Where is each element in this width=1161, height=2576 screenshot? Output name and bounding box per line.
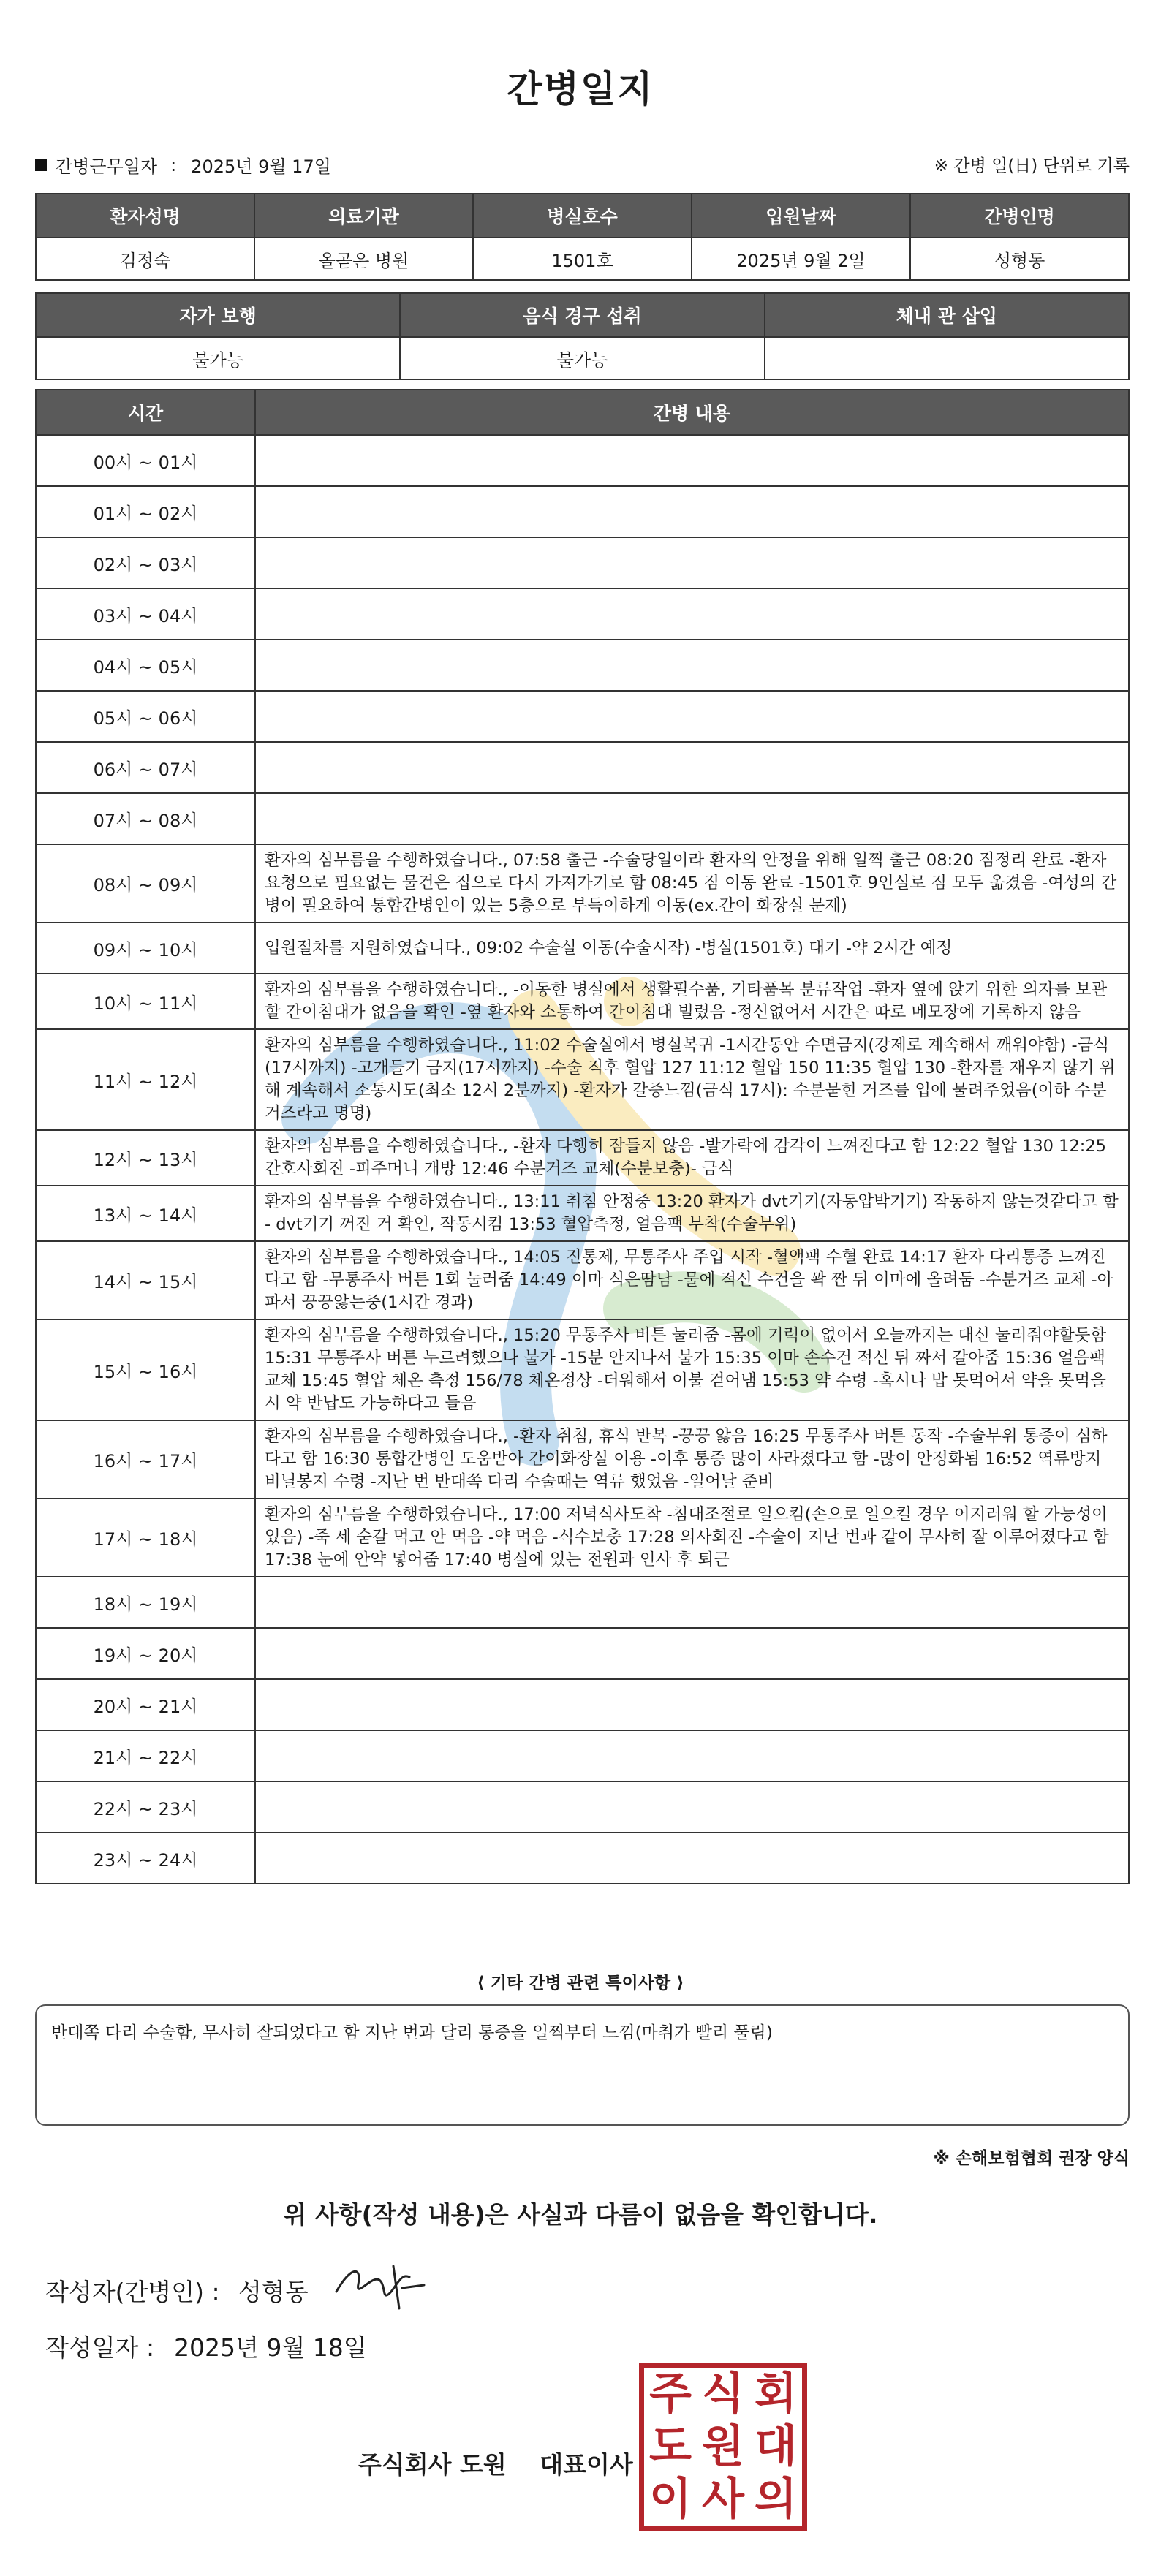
log-time-cell: 15시 ~ 16시	[36, 1319, 255, 1420]
log-time-cell: 03시 ~ 04시	[36, 588, 255, 640]
header-self-walking: 자가 보행	[36, 293, 400, 337]
log-time-cell: 21시 ~ 22시	[36, 1730, 255, 1781]
log-time-cell: 12시 ~ 13시	[36, 1130, 255, 1186]
seal-char: 회	[755, 2368, 797, 2420]
log-content-cell: 환자의 심부름을 수행하였습니다., -환자 다행히 잠들지 않음 -발가락에 감각이 느껴진다고 함 12:22 혈압 130 12:25 간호사회진 -피주머니 개방 12:46 수분거즈 교체(수분보충)- 금식	[255, 1130, 1129, 1186]
header-hospital: 의료기관	[254, 194, 473, 238]
log-row	[36, 793, 1129, 844]
log-row	[36, 1499, 1129, 1577]
log-content-cell	[255, 691, 1129, 742]
recommend-note: ※ 손해보험협회 권장 양식	[933, 2149, 1130, 2168]
log-content-cell: 환자의 심부름을 수행하였습니다., -환자 취침, 휴식 반복 -끙끙 앓음 16:25 무통주사 버튼 동작 -수술부위 통증이 심하다고 함 16:30 통합간병인 도움받아 간이화장실 이용 -이후 통증 많이 사라졌다고 함 -많이 안정화됨 16:52 역류방지 비닐봉지 수령 -지난 번 반대쪽 다리 수술때는 역류 했었음 -일어날 준비	[255, 1420, 1129, 1499]
writer-line	[45, 2273, 309, 2308]
page-title: 간병일지	[507, 68, 654, 110]
log-time-cell: 13시 ~ 14시	[36, 1186, 255, 1241]
company-seal-stamp	[639, 2363, 807, 2531]
unit-note: ※ 간병 일(日) 단위로 기록	[934, 156, 1130, 175]
patient-info-value-row	[36, 238, 1129, 280]
log-content-cell	[255, 435, 1129, 486]
header-time: 시간	[36, 390, 255, 435]
log-content-cell	[255, 1730, 1129, 1781]
log-row	[36, 1679, 1129, 1730]
log-row	[36, 1730, 1129, 1781]
patient-status-table	[35, 292, 1130, 380]
log-time-cell: 14시 ~ 15시	[36, 1241, 255, 1319]
log-content-cell	[255, 793, 1129, 844]
log-row	[36, 742, 1129, 793]
log-row	[36, 1029, 1129, 1130]
work-date-separator: :	[170, 154, 177, 175]
other-notes-box	[35, 2004, 1130, 2126]
care-log-header-row	[36, 390, 1129, 435]
log-row	[36, 537, 1129, 588]
log-time-cell: 02시 ~ 03시	[36, 537, 255, 588]
log-row	[36, 844, 1129, 923]
seal-characters	[644, 2368, 802, 2526]
log-time-cell: 23시 ~ 24시	[36, 1833, 255, 1884]
status-header-row	[36, 293, 1129, 337]
log-time-cell: 01시 ~ 02시	[36, 486, 255, 537]
log-row	[36, 486, 1129, 537]
log-row	[36, 1319, 1129, 1420]
company-name: 주식회사 도원	[358, 2450, 507, 2479]
log-content-cell: 환자의 심부름을 수행하였습니다., 15:20 무통주사 버튼 눌러줌 -몸에 기력이 없어서 오늘까지는 대신 눌러줘야할듯함 15:31 무통주사 버튼 누르려했으나 불가 -15분 안지나서 불가 15:35 이마 손수건 적신 뒤 짜서 갈아줌 15:36 얼음팩 교체 15:45 혈압 체온 측정 156/78 체온정상 -더워해서 이불 걷어냄 15:53 약 수령 -혹시나 밥 못먹어서 약을 못먹을 시 약 반납도 가능하다고 들음	[255, 1319, 1129, 1420]
log-content-cell: 환자의 심부름을 수행하였습니다., 07:58 출근 -수술당일이라 환자의 안정을 위해 일찍 출근 08:20 짐정리 완료 -환자 요청으로 필요없는 물건은 집으로 다시 가져가기로 함 08:45 짐 이동 완료 -1501호 9인실로 짐 모두 옮겼음 -여성의 간병이 필요하여 통합간병인이 있는 5층으로 부득이하게 이동(ex.간이 화장실 문제)	[255, 844, 1129, 923]
value-oral-intake: 불가능	[400, 337, 764, 379]
log-time-cell: 06시 ~ 07시	[36, 742, 255, 793]
log-content-cell: 환자의 심부름을 수행하였습니다., 14:05 진통제, 무통주사 주입 시작 -혈액팩 수혈 완료 14:17 환자 다리통증 느껴진다고 함 -무통주사 버튼 1회 눌러줌 14:49 이마 식은땀남 -물에 적신 수건을 꽉 짠 뒤 이마에 올려둠 -수분거즈 교체 -아파서 끙끙앓는중(1시간 경과)	[255, 1241, 1129, 1319]
log-time-cell: 05시 ~ 06시	[36, 691, 255, 742]
log-row	[36, 923, 1129, 974]
log-row	[36, 588, 1129, 640]
log-content-cell: 입원절차를 지원하였습니다., 09:02 수술실 이동(수술시작) -병실(1501호) 대기 -약 2시간 예정	[255, 923, 1129, 974]
value-hospital: 올곧은 병원	[254, 238, 473, 280]
log-row	[36, 435, 1129, 486]
log-row	[36, 691, 1129, 742]
log-content-cell: 환자의 심부름을 수행하였습니다., -이동한 병실에서 생활필수품, 기타품목 분류작업 -환자 옆에 앉기 위한 의자를 보관할 간이침대가 없음을 확인 -옆 환자와 소통하여 간이침대 빌렸음 -정신없어서 시간은 따로 메모장에 기록하지 않음	[255, 974, 1129, 1029]
work-date-line	[35, 152, 331, 178]
header-caregiver: 간병인명	[910, 194, 1129, 238]
log-row	[36, 1833, 1129, 1884]
log-time-cell: 11시 ~ 12시	[36, 1029, 255, 1130]
log-content-cell	[255, 1628, 1129, 1679]
seal-char: 주	[649, 2368, 692, 2420]
log-time-cell: 16시 ~ 17시	[36, 1420, 255, 1499]
seal-char: 도	[649, 2421, 692, 2472]
log-content-cell	[255, 1781, 1129, 1833]
seal-char: 의	[755, 2474, 797, 2525]
seal-char: 대	[755, 2421, 797, 2472]
value-room: 1501호	[473, 238, 692, 280]
write-date-label: 작성일자 :	[45, 2333, 155, 2362]
bullet-square-icon	[35, 159, 47, 171]
patient-info-header-row	[36, 194, 1129, 238]
work-date-label: 간병근무일자	[56, 156, 158, 177]
seal-char: 사	[702, 2474, 744, 2525]
log-content-cell: 환자의 심부름을 수행하였습니다., 11:02 수술실에서 병실복귀 -1시간동안 수면금지(강제로 계속해서 깨워야함) -금식(17시까지) -고개들기 금지(17시까지) -수술 직후 혈압 127 11:12 혈압 150 11:35 혈압 130 -환자를 재우지 않기 위해 계속해서 소통시도(최소 12시 2분까지) -환자가 갈증느낌(금식 17시): 수분묻힌 거즈를 입에 물려주었음(이하 수분거즈라고 명명)	[255, 1029, 1129, 1130]
log-content-cell	[255, 1833, 1129, 1884]
signature-image	[329, 2251, 431, 2317]
log-time-cell: 19시 ~ 20시	[36, 1628, 255, 1679]
header-oral-intake: 음식 경구 섭취	[400, 293, 764, 337]
header-care-content: 간병 내용	[255, 390, 1129, 435]
value-self-walking: 불가능	[36, 337, 400, 379]
log-content-cell: 환자의 심부름을 수행하였습니다., 17:00 저녁식사도착 -침대조절로 일으킴(손으로 일으킬 경우 어지러워 할 가능성이 있음) -죽 세 숟갈 먹고 안 먹음 -약 먹음 -식수보충 17:28 의사회진 -수술이 지난 번과 같이 무사히 잘 이루어졌다고 함 17:38 눈에 안약 넣어줌 17:40 병실에 있는 전원과 인사 후 퇴근	[255, 1499, 1129, 1577]
value-admission-date: 2025년 9월 2일	[692, 238, 910, 280]
log-time-cell: 22시 ~ 23시	[36, 1781, 255, 1833]
writer-name: 성형동	[238, 2278, 309, 2306]
log-row	[36, 640, 1129, 691]
log-time-cell: 07시 ~ 08시	[36, 793, 255, 844]
log-row	[36, 1628, 1129, 1679]
log-time-cell: 10시 ~ 11시	[36, 974, 255, 1029]
log-time-cell: 18시 ~ 19시	[36, 1577, 255, 1628]
log-content-cell	[255, 742, 1129, 793]
log-content-cell	[255, 1679, 1129, 1730]
value-caregiver: 성형동	[910, 238, 1129, 280]
log-content-cell	[255, 1577, 1129, 1628]
write-date-line	[45, 2329, 367, 2363]
log-content-cell: 환자의 심부름을 수행하였습니다., 13:11 취침 안정중 13:20 환자가 dvt기기(자동압박기기) 작동하지 않는것같다고 함 - dvt기기 꺼진 거 확인, 작동시킴 13:53 혈압측정, 얼음팩 부착(수술부위)	[255, 1186, 1129, 1241]
log-row	[36, 1186, 1129, 1241]
confirm-statement: 위 사항(작성 내용)은 사실과 다름이 없음을 확인합니다.	[283, 2200, 878, 2229]
log-time-cell: 17시 ~ 18시	[36, 1499, 255, 1577]
company-line	[358, 2446, 633, 2480]
seal-char: 식	[702, 2368, 744, 2420]
seal-char: 원	[702, 2421, 744, 2472]
patient-info-table	[35, 193, 1130, 281]
writer-label: 작성자(간병인) :	[45, 2278, 220, 2306]
write-date-value: 2025년 9월 18일	[174, 2333, 367, 2362]
log-content-cell	[255, 588, 1129, 640]
work-date-value: 2025년 9월 17일	[191, 156, 331, 177]
log-row	[36, 1241, 1129, 1319]
log-row	[36, 1420, 1129, 1499]
log-row	[36, 974, 1129, 1029]
header-admission-date: 입원날짜	[692, 194, 910, 238]
log-content-cell	[255, 486, 1129, 537]
care-log-table	[35, 389, 1130, 1884]
log-row	[36, 1781, 1129, 1833]
status-value-row	[36, 337, 1129, 379]
seal-char: 이	[649, 2474, 692, 2525]
log-content-cell	[255, 640, 1129, 691]
value-tube-insertion	[765, 337, 1129, 379]
log-row	[36, 1577, 1129, 1628]
log-time-cell: 08시 ~ 09시	[36, 844, 255, 923]
header-tube-insertion: 체내 관 삽입	[765, 293, 1129, 337]
header-patient-name: 환자성명	[36, 194, 254, 238]
ceo-title: 대표이사	[540, 2450, 633, 2479]
other-notes-text: 반대쪽 다리 수술함, 무사히 잘되었다고 함 지난 번과 달리 통증을 일찍부터 느낌(마취가 빨리 풀림)	[51, 2023, 773, 2042]
value-patient-name: 김정숙	[36, 238, 254, 280]
log-time-cell: 09시 ~ 10시	[36, 923, 255, 974]
log-time-cell: 00시 ~ 01시	[36, 435, 255, 486]
log-row	[36, 1130, 1129, 1186]
other-notes-title: ⟨ 기타 간병 관련 특이사항 ⟩	[477, 1974, 684, 1993]
care-log-body	[36, 435, 1129, 1884]
header-room: 병실호수	[473, 194, 692, 238]
log-time-cell: 04시 ~ 05시	[36, 640, 255, 691]
log-content-cell	[255, 537, 1129, 588]
log-time-cell: 20시 ~ 21시	[36, 1679, 255, 1730]
